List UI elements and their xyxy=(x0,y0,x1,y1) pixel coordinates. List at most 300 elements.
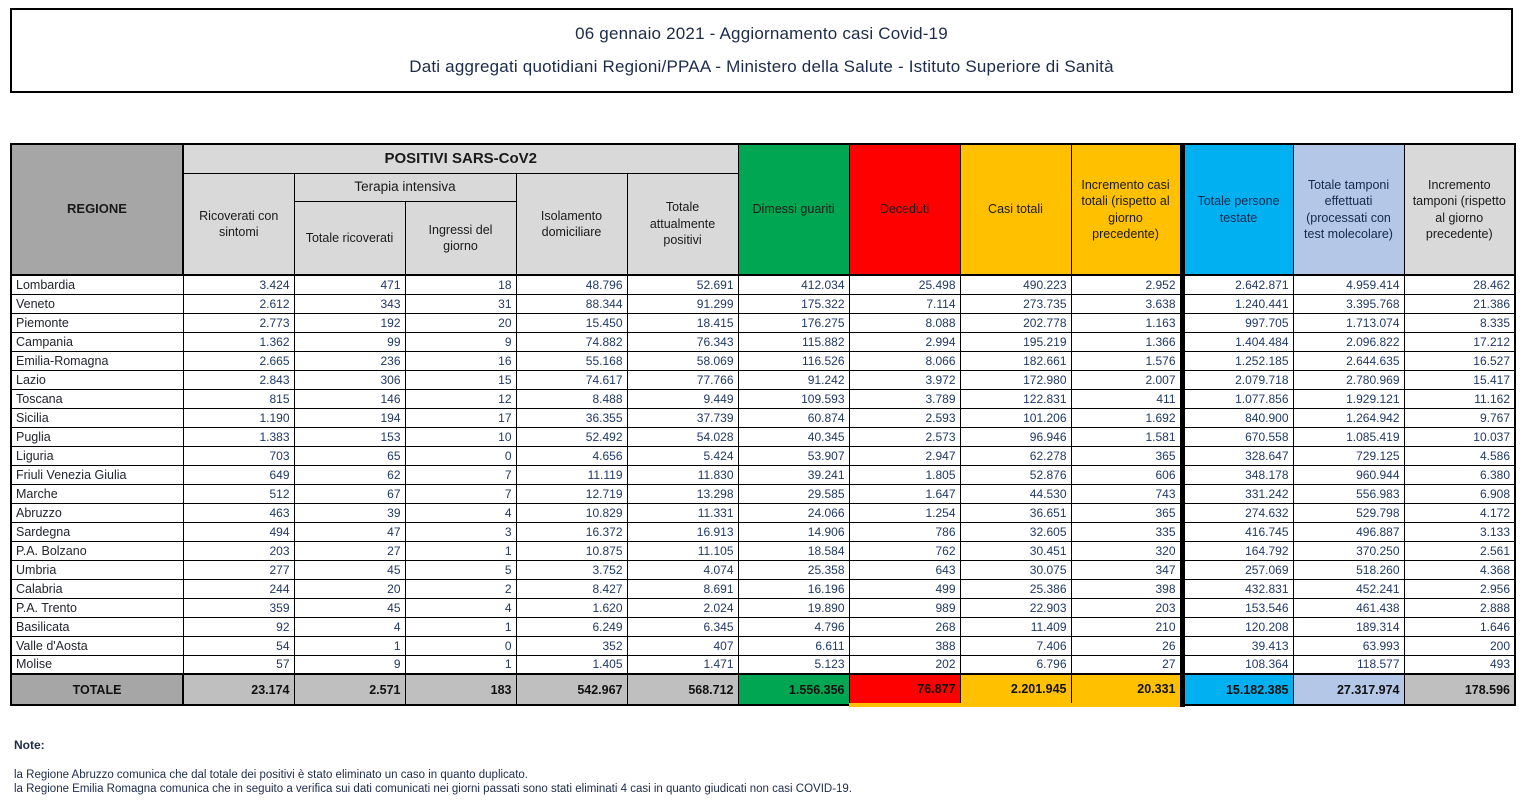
cell-isolamento-domiciliare: 11.119 xyxy=(516,465,627,484)
header-dimessi-guariti: Dimessi guariti xyxy=(738,144,849,275)
cell-terapia-totale-ricoverati: 4 xyxy=(294,617,405,636)
cell-totale-tamponi: 496.887 xyxy=(1293,522,1404,541)
header-casi-totali: Casi totali xyxy=(960,144,1071,275)
region-name: Basilicata xyxy=(11,617,183,636)
cell-incremento-tamponi: 28.462 xyxy=(1404,275,1515,294)
cell-isolamento-domiciliare: 74.882 xyxy=(516,332,627,351)
cell-totale-tamponi: 452.241 xyxy=(1293,579,1404,598)
cell-totale-persone-testate: 108.364 xyxy=(1182,655,1293,674)
cell-terapia-ingressi-del-giorno: 12 xyxy=(405,389,516,408)
cell-ricoverati-con-sintomi: 203 xyxy=(183,541,294,560)
cell-totale-attualmente-positivi: 52.691 xyxy=(627,275,738,294)
cell-terapia-totale-ricoverati: 67 xyxy=(294,484,405,503)
cell-ricoverati-con-sintomi: 359 xyxy=(183,598,294,617)
cell-ricoverati-con-sintomi: 1.383 xyxy=(183,427,294,446)
cell-incremento-casi-totali: 1.581 xyxy=(1071,427,1182,446)
cell-incremento-tamponi: 493 xyxy=(1404,655,1515,674)
table-row xyxy=(11,522,1515,541)
cell-casi-totali: 202.778 xyxy=(960,313,1071,332)
cell-deceduti: 786 xyxy=(849,522,960,541)
cell-incremento-tamponi: 21.386 xyxy=(1404,294,1515,313)
cell-incremento-tamponi: 4.172 xyxy=(1404,503,1515,522)
region-name: Friuli Venezia Giulia xyxy=(11,465,183,484)
cell-casi-totali: 490.223 xyxy=(960,275,1071,294)
cell-totale-tamponi: 1.085.419 xyxy=(1293,427,1404,446)
cell-ricoverati-con-sintomi: 2.843 xyxy=(183,370,294,389)
table-row xyxy=(11,446,1515,465)
cell-dimessi-guariti: 109.593 xyxy=(738,389,849,408)
header-deceduti: Deceduti xyxy=(849,144,960,275)
cell-terapia-totale-ricoverati: 45 xyxy=(294,560,405,579)
cell-incremento-tamponi: 16.527 xyxy=(1404,351,1515,370)
totale-cell-totale-persone-testate: 15.182.385 xyxy=(1182,674,1293,705)
cell-ricoverati-con-sintomi: 512 xyxy=(183,484,294,503)
cell-totale-tamponi: 1.713.074 xyxy=(1293,313,1404,332)
cell-terapia-ingressi-del-giorno: 1 xyxy=(405,617,516,636)
table-row xyxy=(11,503,1515,522)
cell-terapia-ingressi-del-giorno: 1 xyxy=(405,655,516,674)
cell-totale-attualmente-positivi: 37.739 xyxy=(627,408,738,427)
cell-deceduti: 3.789 xyxy=(849,389,960,408)
cell-totale-tamponi: 4.959.414 xyxy=(1293,275,1404,294)
cell-totale-persone-testate: 997.705 xyxy=(1182,313,1293,332)
cell-totale-tamponi: 370.250 xyxy=(1293,541,1404,560)
cell-ricoverati-con-sintomi: 2.773 xyxy=(183,313,294,332)
cell-isolamento-domiciliare: 1.620 xyxy=(516,598,627,617)
cell-incremento-tamponi: 10.037 xyxy=(1404,427,1515,446)
cell-totale-tamponi: 3.395.768 xyxy=(1293,294,1404,313)
cell-incremento-casi-totali: 411 xyxy=(1071,389,1182,408)
cell-isolamento-domiciliare: 8.488 xyxy=(516,389,627,408)
cell-ricoverati-con-sintomi: 649 xyxy=(183,465,294,484)
cell-terapia-totale-ricoverati: 343 xyxy=(294,294,405,313)
cell-incremento-tamponi: 1.646 xyxy=(1404,617,1515,636)
notes-lines xyxy=(14,768,852,797)
cell-ricoverati-con-sintomi: 815 xyxy=(183,389,294,408)
cell-ricoverati-con-sintomi: 2.665 xyxy=(183,351,294,370)
table-header xyxy=(11,144,1515,275)
cell-totale-attualmente-positivi: 6.345 xyxy=(627,617,738,636)
cell-totale-attualmente-positivi: 18.415 xyxy=(627,313,738,332)
cell-dimessi-guariti: 60.874 xyxy=(738,408,849,427)
cell-incremento-casi-totali: 320 xyxy=(1071,541,1182,560)
cell-totale-tamponi: 2.096.822 xyxy=(1293,332,1404,351)
cell-terapia-totale-ricoverati: 27 xyxy=(294,541,405,560)
cell-casi-totali: 32.605 xyxy=(960,522,1071,541)
cell-dimessi-guariti: 19.890 xyxy=(738,598,849,617)
cell-casi-totali: 122.831 xyxy=(960,389,1071,408)
region-name: Valle d'Aosta xyxy=(11,636,183,655)
cell-totale-persone-testate: 1.077.856 xyxy=(1182,389,1293,408)
table-row xyxy=(11,313,1515,332)
region-name: Campania xyxy=(11,332,183,351)
table-row xyxy=(11,389,1515,408)
cell-dimessi-guariti: 39.241 xyxy=(738,465,849,484)
cell-ricoverati-con-sintomi: 3.424 xyxy=(183,275,294,294)
table-row xyxy=(11,370,1515,389)
cell-totale-tamponi: 189.314 xyxy=(1293,617,1404,636)
cell-totale-attualmente-positivi: 58.069 xyxy=(627,351,738,370)
cell-terapia-totale-ricoverati: 153 xyxy=(294,427,405,446)
table-row xyxy=(11,351,1515,370)
cell-terapia-totale-ricoverati: 65 xyxy=(294,446,405,465)
cell-isolamento-domiciliare: 12.719 xyxy=(516,484,627,503)
cell-incremento-casi-totali: 210 xyxy=(1071,617,1182,636)
cell-ricoverati-con-sintomi: 1.190 xyxy=(183,408,294,427)
cell-deceduti: 3.972 xyxy=(849,370,960,389)
cell-totale-tamponi: 518.260 xyxy=(1293,560,1404,579)
totale-cell-ricoverati-con-sintomi: 23.174 xyxy=(183,674,294,705)
cell-incremento-casi-totali: 3.638 xyxy=(1071,294,1182,313)
region-name: Abruzzo xyxy=(11,503,183,522)
cell-incremento-casi-totali: 335 xyxy=(1071,522,1182,541)
cell-terapia-totale-ricoverati: 192 xyxy=(294,313,405,332)
cell-dimessi-guariti: 115.882 xyxy=(738,332,849,351)
cell-totale-attualmente-positivi: 407 xyxy=(627,636,738,655)
cell-ricoverati-con-sintomi: 54 xyxy=(183,636,294,655)
cell-totale-attualmente-positivi: 76.343 xyxy=(627,332,738,351)
cell-deceduti: 25.498 xyxy=(849,275,960,294)
cell-ricoverati-con-sintomi: 494 xyxy=(183,522,294,541)
note-line: la Regione Abruzzo comunica che dal totale dei positivi è stato eliminato un caso in quanto duplicato. xyxy=(14,769,528,781)
cell-terapia-ingressi-del-giorno: 1 xyxy=(405,541,516,560)
totale-cell-terapia-totale-ricoverati: 2.571 xyxy=(294,674,405,705)
cell-dimessi-guariti: 176.275 xyxy=(738,313,849,332)
cell-casi-totali: 62.278 xyxy=(960,446,1071,465)
totale-cell-deceduti: 76.877 xyxy=(849,674,960,705)
totale-cell-totale-attualmente-positivi: 568.712 xyxy=(627,674,738,705)
header-group-positivi-sars-cov2: POSITIVI SARS-CoV2 xyxy=(183,144,738,173)
cell-terapia-ingressi-del-giorno: 17 xyxy=(405,408,516,427)
page-title: 06 gennaio 2021 - Aggiornamento casi Covid-19 xyxy=(575,23,948,43)
cell-terapia-totale-ricoverati: 471 xyxy=(294,275,405,294)
cell-incremento-casi-totali: 743 xyxy=(1071,484,1182,503)
cell-ricoverati-con-sintomi: 92 xyxy=(183,617,294,636)
totale-cell-dimessi-guariti: 1.556.356 xyxy=(738,674,849,705)
cell-totale-attualmente-positivi: 5.424 xyxy=(627,446,738,465)
region-name: Piemonte xyxy=(11,313,183,332)
cell-totale-persone-testate: 328.647 xyxy=(1182,446,1293,465)
cell-casi-totali: 6.796 xyxy=(960,655,1071,674)
cell-incremento-tamponi: 11.162 xyxy=(1404,389,1515,408)
cell-terapia-ingressi-del-giorno: 20 xyxy=(405,313,516,332)
cell-totale-tamponi: 729.125 xyxy=(1293,446,1404,465)
cell-terapia-totale-ricoverati: 45 xyxy=(294,598,405,617)
cell-totale-persone-testate: 120.208 xyxy=(1182,617,1293,636)
totale-cell-terapia-ingressi-del-giorno: 183 xyxy=(405,674,516,705)
table-body xyxy=(11,275,1515,674)
cell-ricoverati-con-sintomi: 1.362 xyxy=(183,332,294,351)
cell-totale-tamponi: 2.780.969 xyxy=(1293,370,1404,389)
totale-cell-totale-tamponi: 27.317.974 xyxy=(1293,674,1404,705)
notes-heading: Note: xyxy=(14,738,45,752)
cell-totale-persone-testate: 153.546 xyxy=(1182,598,1293,617)
region-name: Umbria xyxy=(11,560,183,579)
table-row xyxy=(11,598,1515,617)
cell-isolamento-domiciliare: 10.875 xyxy=(516,541,627,560)
table-row xyxy=(11,579,1515,598)
cell-totale-tamponi: 2.644.635 xyxy=(1293,351,1404,370)
cell-deceduti: 1.647 xyxy=(849,484,960,503)
cell-deceduti: 2.573 xyxy=(849,427,960,446)
cell-isolamento-domiciliare: 36.355 xyxy=(516,408,627,427)
table-row xyxy=(11,408,1515,427)
cell-incremento-casi-totali: 2.952 xyxy=(1071,275,1182,294)
cell-terapia-totale-ricoverati: 47 xyxy=(294,522,405,541)
table-footer xyxy=(11,674,1515,705)
cell-casi-totali: 182.661 xyxy=(960,351,1071,370)
region-name: Emilia-Romagna xyxy=(11,351,183,370)
cell-deceduti: 388 xyxy=(849,636,960,655)
cell-deceduti: 7.114 xyxy=(849,294,960,313)
cell-dimessi-guariti: 14.906 xyxy=(738,522,849,541)
cell-terapia-ingressi-del-giorno: 4 xyxy=(405,598,516,617)
header-regione: REGIONE xyxy=(11,144,183,275)
cell-terapia-ingressi-del-giorno: 0 xyxy=(405,636,516,655)
cell-deceduti: 1.254 xyxy=(849,503,960,522)
cell-casi-totali: 44.530 xyxy=(960,484,1071,503)
cell-incremento-casi-totali: 347 xyxy=(1071,560,1182,579)
cell-casi-totali: 101.206 xyxy=(960,408,1071,427)
cell-totale-attualmente-positivi: 77.766 xyxy=(627,370,738,389)
totale-label: TOTALE xyxy=(11,674,183,705)
cell-totale-attualmente-positivi: 11.331 xyxy=(627,503,738,522)
cell-totale-persone-testate: 416.745 xyxy=(1182,522,1293,541)
cell-deceduti: 2.947 xyxy=(849,446,960,465)
cell-incremento-tamponi: 9.767 xyxy=(1404,408,1515,427)
region-name: Puglia xyxy=(11,427,183,446)
cell-terapia-ingressi-del-giorno: 10 xyxy=(405,427,516,446)
cell-ricoverati-con-sintomi: 277 xyxy=(183,560,294,579)
cell-casi-totali: 30.075 xyxy=(960,560,1071,579)
cell-totale-persone-testate: 840.900 xyxy=(1182,408,1293,427)
cell-dimessi-guariti: 116.526 xyxy=(738,351,849,370)
table-row xyxy=(11,560,1515,579)
cell-totale-persone-testate: 1.404.484 xyxy=(1182,332,1293,351)
cell-totale-tamponi: 556.983 xyxy=(1293,484,1404,503)
table-row xyxy=(11,275,1515,294)
region-name: Toscana xyxy=(11,389,183,408)
cell-totale-attualmente-positivi: 2.024 xyxy=(627,598,738,617)
cell-incremento-tamponi: 17.212 xyxy=(1404,332,1515,351)
cell-dimessi-guariti: 40.345 xyxy=(738,427,849,446)
cell-terapia-totale-ricoverati: 99 xyxy=(294,332,405,351)
cell-totale-tamponi: 529.798 xyxy=(1293,503,1404,522)
cell-totale-persone-testate: 432.831 xyxy=(1182,579,1293,598)
region-name: Sardegna xyxy=(11,522,183,541)
table-row xyxy=(11,617,1515,636)
totale-row xyxy=(11,674,1515,705)
region-name: Molise xyxy=(11,655,183,674)
cell-totale-tamponi: 118.577 xyxy=(1293,655,1404,674)
cell-totale-attualmente-positivi: 1.471 xyxy=(627,655,738,674)
header-isolamento-domiciliare: Isolamento domiciliare xyxy=(516,173,627,275)
header-totale-attualmente-positivi: Totale attualmente positivi xyxy=(627,173,738,275)
region-name: P.A. Trento xyxy=(11,598,183,617)
cell-ricoverati-con-sintomi: 463 xyxy=(183,503,294,522)
cell-incremento-casi-totali: 398 xyxy=(1071,579,1182,598)
cell-terapia-ingressi-del-giorno: 7 xyxy=(405,465,516,484)
cell-incremento-casi-totali: 26 xyxy=(1071,636,1182,655)
cell-isolamento-domiciliare: 74.617 xyxy=(516,370,627,389)
cell-casi-totali: 52.876 xyxy=(960,465,1071,484)
cell-terapia-ingressi-del-giorno: 9 xyxy=(405,332,516,351)
table-row xyxy=(11,541,1515,560)
cell-incremento-casi-totali: 1.692 xyxy=(1071,408,1182,427)
cell-incremento-tamponi: 2.888 xyxy=(1404,598,1515,617)
cell-deceduti: 2.994 xyxy=(849,332,960,351)
cell-casi-totali: 195.219 xyxy=(960,332,1071,351)
cell-isolamento-domiciliare: 88.344 xyxy=(516,294,627,313)
totale-cell-incremento-tamponi: 178.596 xyxy=(1404,674,1515,705)
region-name: Calabria xyxy=(11,579,183,598)
cell-dimessi-guariti: 5.123 xyxy=(738,655,849,674)
cell-terapia-ingressi-del-giorno: 3 xyxy=(405,522,516,541)
cell-incremento-tamponi: 6.908 xyxy=(1404,484,1515,503)
cell-terapia-ingressi-del-giorno: 18 xyxy=(405,275,516,294)
table-row xyxy=(11,465,1515,484)
header-incremento-tamponi: Incremento tamponi (rispetto al giorno precedente) xyxy=(1404,144,1515,275)
cell-incremento-tamponi: 2.561 xyxy=(1404,541,1515,560)
region-name: Sicilia xyxy=(11,408,183,427)
cell-dimessi-guariti: 175.322 xyxy=(738,294,849,313)
page-subtitle: Dati aggregati quotidiani Regioni/PPAA - Ministero della Salute - Istituto Superiore di Sanità xyxy=(409,57,1114,77)
cell-totale-attualmente-positivi: 8.691 xyxy=(627,579,738,598)
cell-terapia-totale-ricoverati: 306 xyxy=(294,370,405,389)
cell-ricoverati-con-sintomi: 2.612 xyxy=(183,294,294,313)
cell-ricoverati-con-sintomi: 703 xyxy=(183,446,294,465)
cell-casi-totali: 25.386 xyxy=(960,579,1071,598)
cell-terapia-ingressi-del-giorno: 16 xyxy=(405,351,516,370)
totale-cell-incremento-casi-totali: 20.331 xyxy=(1071,674,1182,705)
cell-totale-tamponi: 461.438 xyxy=(1293,598,1404,617)
header-incremento-casi-totali: Incremento casi totali (rispetto al giorno precedente) xyxy=(1071,144,1182,275)
cell-incremento-tamponi: 4.368 xyxy=(1404,560,1515,579)
cell-terapia-totale-ricoverati: 194 xyxy=(294,408,405,427)
totale-cell-isolamento-domiciliare: 542.967 xyxy=(516,674,627,705)
header-ingressi-del-giorno: Ingressi del giorno xyxy=(405,201,516,275)
cell-deceduti: 202 xyxy=(849,655,960,674)
cell-terapia-totale-ricoverati: 236 xyxy=(294,351,405,370)
note-line: la Regione Emilia Romagna comunica che in seguito a verifica sui dati comunicati nei giorni passati sono stati eliminati 4 casi in quanto giudicati non casi COVID-19. xyxy=(14,783,853,796)
cell-isolamento-domiciliare: 8.427 xyxy=(516,579,627,598)
cell-totale-persone-testate: 1.252.185 xyxy=(1182,351,1293,370)
cell-dimessi-guariti: 24.066 xyxy=(738,503,849,522)
cell-totale-persone-testate: 164.792 xyxy=(1182,541,1293,560)
cell-incremento-casi-totali: 1.163 xyxy=(1071,313,1182,332)
cell-terapia-totale-ricoverati: 20 xyxy=(294,579,405,598)
cell-totale-tamponi: 960.944 xyxy=(1293,465,1404,484)
cell-deceduti: 762 xyxy=(849,541,960,560)
table-row xyxy=(11,427,1515,446)
header-totale-ricoverati: Totale ricoverati xyxy=(294,201,405,275)
cell-isolamento-domiciliare: 1.405 xyxy=(516,655,627,674)
cell-incremento-tamponi: 200 xyxy=(1404,636,1515,655)
region-name: Lombardia xyxy=(11,275,183,294)
cell-totale-attualmente-positivi: 9.449 xyxy=(627,389,738,408)
cell-isolamento-domiciliare: 15.450 xyxy=(516,313,627,332)
cell-isolamento-domiciliare: 3.752 xyxy=(516,560,627,579)
cell-terapia-totale-ricoverati: 146 xyxy=(294,389,405,408)
header-ricoverati-con-sintomi: Ricoverati con sintomi xyxy=(183,173,294,275)
cell-incremento-casi-totali: 1.576 xyxy=(1071,351,1182,370)
cell-incremento-tamponi: 4.586 xyxy=(1404,446,1515,465)
cell-terapia-ingressi-del-giorno: 0 xyxy=(405,446,516,465)
table-row xyxy=(11,332,1515,351)
region-name: Veneto xyxy=(11,294,183,313)
cell-isolamento-domiciliare: 4.656 xyxy=(516,446,627,465)
header-totale-persone-testate: Totale persone testate xyxy=(1182,144,1293,275)
cell-casi-totali: 11.409 xyxy=(960,617,1071,636)
cell-incremento-casi-totali: 2.007 xyxy=(1071,370,1182,389)
region-name: Lazio xyxy=(11,370,183,389)
cell-totale-attualmente-positivi: 4.074 xyxy=(627,560,738,579)
cell-incremento-casi-totali: 365 xyxy=(1071,446,1182,465)
cell-incremento-tamponi: 3.133 xyxy=(1404,522,1515,541)
cell-totale-tamponi: 1.264.942 xyxy=(1293,408,1404,427)
cell-totale-persone-testate: 670.558 xyxy=(1182,427,1293,446)
header-totale-tamponi: Totale tamponi effettuati (processati con test molecolare) xyxy=(1293,144,1404,275)
cell-dimessi-guariti: 53.907 xyxy=(738,446,849,465)
cell-ricoverati-con-sintomi: 57 xyxy=(183,655,294,674)
cell-casi-totali: 22.903 xyxy=(960,598,1071,617)
cell-incremento-tamponi: 15.417 xyxy=(1404,370,1515,389)
header-group-terapia-intensiva: Terapia intensiva xyxy=(294,173,516,201)
cell-totale-tamponi: 63.993 xyxy=(1293,636,1404,655)
table-row xyxy=(11,655,1515,674)
cell-terapia-ingressi-del-giorno: 7 xyxy=(405,484,516,503)
cell-totale-persone-testate: 331.242 xyxy=(1182,484,1293,503)
cell-deceduti: 643 xyxy=(849,560,960,579)
cell-dimessi-guariti: 91.242 xyxy=(738,370,849,389)
cell-totale-persone-testate: 348.178 xyxy=(1182,465,1293,484)
cell-isolamento-domiciliare: 48.796 xyxy=(516,275,627,294)
cell-totale-attualmente-positivi: 91.299 xyxy=(627,294,738,313)
cell-isolamento-domiciliare: 52.492 xyxy=(516,427,627,446)
cell-terapia-totale-ricoverati: 62 xyxy=(294,465,405,484)
cell-incremento-casi-totali: 606 xyxy=(1071,465,1182,484)
cell-incremento-casi-totali: 27 xyxy=(1071,655,1182,674)
title-box xyxy=(10,8,1513,93)
cell-deceduti: 2.593 xyxy=(849,408,960,427)
cell-incremento-tamponi: 2.956 xyxy=(1404,579,1515,598)
cell-casi-totali: 273.735 xyxy=(960,294,1071,313)
cell-totale-persone-testate: 2.079.718 xyxy=(1182,370,1293,389)
cell-isolamento-domiciliare: 10.829 xyxy=(516,503,627,522)
cell-incremento-tamponi: 6.380 xyxy=(1404,465,1515,484)
region-name: P.A. Bolzano xyxy=(11,541,183,560)
cell-incremento-tamponi: 8.335 xyxy=(1404,313,1515,332)
cell-deceduti: 8.066 xyxy=(849,351,960,370)
cell-terapia-totale-ricoverati: 39 xyxy=(294,503,405,522)
cell-deceduti: 1.805 xyxy=(849,465,960,484)
table-row xyxy=(11,636,1515,655)
cell-dimessi-guariti: 6.611 xyxy=(738,636,849,655)
cell-terapia-ingressi-del-giorno: 15 xyxy=(405,370,516,389)
cell-dimessi-guariti: 25.358 xyxy=(738,560,849,579)
cell-terapia-ingressi-del-giorno: 4 xyxy=(405,503,516,522)
cell-dimessi-guariti: 29.585 xyxy=(738,484,849,503)
cell-terapia-ingressi-del-giorno: 5 xyxy=(405,560,516,579)
cell-deceduti: 8.088 xyxy=(849,313,960,332)
cell-dimessi-guariti: 18.584 xyxy=(738,541,849,560)
cell-terapia-totale-ricoverati: 1 xyxy=(294,636,405,655)
cell-dimessi-guariti: 4.796 xyxy=(738,617,849,636)
cell-deceduti: 268 xyxy=(849,617,960,636)
cell-dimessi-guariti: 412.034 xyxy=(738,275,849,294)
cell-terapia-ingressi-del-giorno: 2 xyxy=(405,579,516,598)
cell-casi-totali: 36.651 xyxy=(960,503,1071,522)
